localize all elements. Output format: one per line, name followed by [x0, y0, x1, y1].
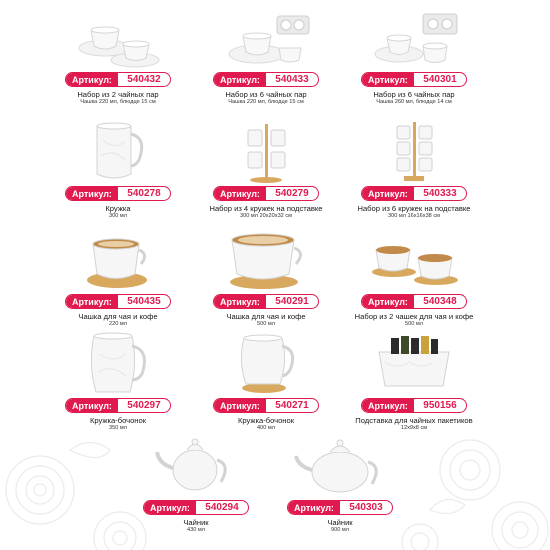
product-title: Чашка для чая и кофе [226, 312, 306, 321]
sku-label: Артикул: [214, 187, 266, 200]
sku-badge [361, 72, 467, 87]
product-card[interactable] [196, 330, 336, 432]
sku-badge [65, 186, 171, 201]
product-card[interactable] [48, 330, 188, 432]
product-spec: 220 мл [109, 321, 127, 327]
product-title: Кружка [105, 204, 131, 213]
sku-label: Артикул: [214, 399, 266, 412]
product-spec: 300 мл [109, 213, 127, 219]
product-photo-two-cups-bamboo [344, 226, 484, 292]
sku-label: Артикул: [66, 187, 118, 200]
sku-badge [143, 500, 249, 515]
product-card[interactable] [270, 432, 410, 534]
sku-label: Артикул: [66, 399, 118, 412]
sku-label: Артикул: [362, 399, 414, 412]
product-photo-teapot-small [126, 432, 266, 498]
product-card[interactable] [344, 226, 484, 328]
product-title: Кружка-бочонок [89, 416, 147, 425]
sku-code: 950156 [423, 400, 457, 411]
sku-code: 540303 [349, 502, 383, 513]
sku-label: Артикул: [214, 73, 266, 86]
product-spec: 500 мл [405, 321, 423, 327]
product-title: Набор из 4 кружек на подставке [209, 204, 323, 213]
sku-code: 540297 [127, 400, 161, 411]
sku-label: Артикул: [288, 501, 340, 514]
sku-label: Артикул: [362, 295, 414, 308]
sku-badge [213, 186, 319, 201]
product-spec: Чашка 220 мл, блюдце 15 см [80, 99, 156, 105]
product-photo-cup-bamboo-saucer [48, 226, 188, 292]
product-title: Набор из 2 чайных пар [77, 90, 159, 99]
product-photo-large-cup-bamboo-saucer [196, 226, 336, 292]
product-card[interactable] [344, 330, 484, 432]
sku-label: Артикул: [214, 295, 266, 308]
product-card[interactable] [344, 4, 484, 106]
product-card[interactable] [344, 118, 484, 220]
sku-label: Артикул: [362, 73, 414, 86]
sku-badge [361, 398, 467, 413]
sku-code: 540271 [275, 400, 309, 411]
product-photo-barrel-mug-bamboo [196, 330, 336, 396]
sku-code: 540435 [127, 296, 161, 307]
sku-badge [213, 398, 319, 413]
product-spec: 350 мл [109, 425, 127, 431]
product-spec: 300 мл 16х16х38 см [387, 213, 440, 219]
sku-code: 540333 [423, 188, 457, 199]
product-title: Кружка-бочонок [237, 416, 295, 425]
sku-badge [361, 186, 467, 201]
sku-badge [65, 294, 171, 309]
product-photo-mug [48, 118, 188, 184]
product-photo-mug-stand-4 [196, 118, 336, 184]
product-title: Чайник [183, 518, 209, 527]
product-photo-teabag-holder [344, 330, 484, 396]
sku-badge [287, 500, 393, 515]
sku-label: Артикул: [144, 501, 196, 514]
product-card[interactable] [48, 4, 188, 106]
product-spec: 500 мл [257, 321, 275, 327]
product-card[interactable] [196, 226, 336, 328]
sku-label: Артикул: [66, 295, 118, 308]
sku-code: 540291 [275, 296, 309, 307]
product-spec: 430 мл [187, 527, 205, 533]
product-photo-mug-stand-6 [344, 118, 484, 184]
product-photo-tea-pair-set [48, 4, 188, 70]
product-title: Набор из 2 чашек для чая и кофе [354, 312, 474, 321]
sku-badge [65, 72, 171, 87]
product-spec: Чашка 220 мл, блюдце 15 см [228, 99, 304, 105]
sku-badge [213, 294, 319, 309]
product-title: Набор из 6 кружек на подставке [357, 204, 471, 213]
product-card[interactable] [48, 118, 188, 220]
sku-code: 540279 [275, 188, 309, 199]
product-card[interactable] [48, 226, 188, 328]
product-title: Набор из 6 чайных пар [373, 90, 455, 99]
product-spec: Чашка 260 мл, блюдце 14 см [376, 99, 452, 105]
sku-code: 540278 [127, 188, 161, 199]
product-card[interactable] [126, 432, 266, 534]
product-photo-six-tea-pairs [196, 4, 336, 70]
product-title: Чашка для чая и кофе [78, 312, 158, 321]
sku-code: 540432 [127, 74, 161, 85]
sku-label: Артикул: [362, 187, 414, 200]
sku-code: 540348 [423, 296, 457, 307]
product-card[interactable] [196, 118, 336, 220]
product-spec: 900 мл [331, 527, 349, 533]
sku-badge [65, 398, 171, 413]
sku-code: 540301 [423, 74, 457, 85]
product-spec: 12х9х8 см [400, 425, 428, 431]
sku-badge [213, 72, 319, 87]
product-photo-teapot-large [270, 432, 410, 498]
product-spec: 300 мл 20х20х32 см [239, 213, 292, 219]
product-title: Набор из 6 чайных пар [225, 90, 307, 99]
sku-label: Артикул: [66, 73, 118, 86]
product-spec: 400 мл [257, 425, 275, 431]
product-title: Чайник [327, 518, 353, 527]
sku-code: 540294 [205, 502, 239, 513]
product-photo-six-tea-pairs [344, 4, 484, 70]
product-title: Подставка для чайных пакетиков [355, 416, 473, 425]
product-card[interactable] [196, 4, 336, 106]
product-photo-barrel-mug [48, 330, 188, 396]
sku-code: 540433 [275, 74, 309, 85]
sku-badge [361, 294, 467, 309]
